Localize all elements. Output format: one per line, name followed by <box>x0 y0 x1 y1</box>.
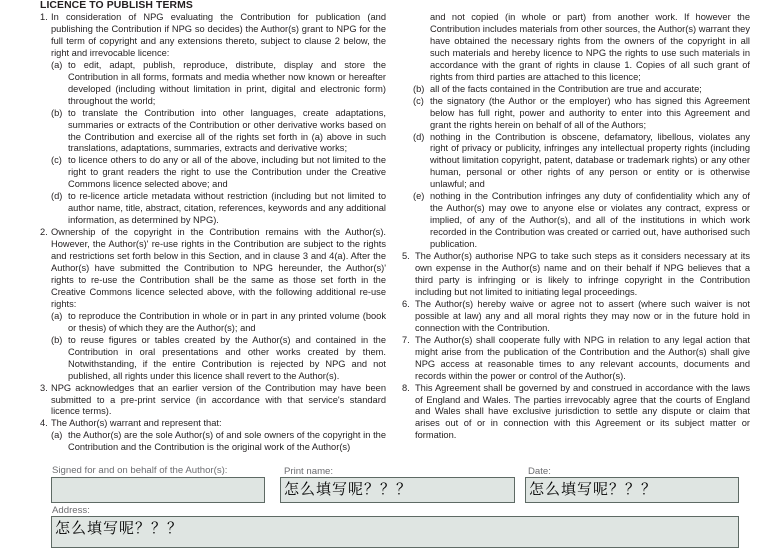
clause-number: (c) <box>51 155 62 166</box>
clause-4d <box>413 132 750 192</box>
clause-text: Ownership of the copyright in the Contribution remains with the Author(s). However, the Author(s)' re-use rights in the Contribution are subject to the rights and restrictions set forth below in this Section, and in clause 3 and 4(a). After the Author(s) have submitted the Contribution to NPG hereunder, the Author(s)' rights to re-use the Contribution shall be the same as those set forth in the Creative Commons licence selected above, with the following additional re-use rights: <box>51 227 386 309</box>
clause-number: (a) <box>51 430 63 441</box>
clause-number: (b) <box>51 107 63 118</box>
clause-text: In consideration of NPG evaluating the Contribution for publication (and publishing the Contribution if NPG so decides) the Author(s) grant to NPG for the full term of copyright and any extensions thereto, subject to clause 2 below, the right and irrevocable licence: <box>51 12 386 58</box>
clause-number: 1. <box>40 12 48 22</box>
clause-number: 8. <box>402 382 410 393</box>
clause-number: (e) <box>413 191 425 202</box>
date-label: Date: <box>528 466 551 477</box>
print-name-field[interactable]: 怎么填写呢？？？ <box>280 477 515 503</box>
clause-text: and not copied (in whole or part) from another work. If however the Contribution includes materials from other sources, the Author(s) warrant they have obtained the necessary rights from the owners of the copyright in all such materials and hereby licence to NPG the rights to use such materials in accordance with the grant of rights in clause 1. Copies of all such grant of rights from third parties are attached to this licence; <box>430 12 750 82</box>
clause-number: (b) <box>51 334 63 345</box>
clause-5 <box>402 251 750 299</box>
signed-label: Signed for and on behalf of the Author(s): <box>52 465 228 476</box>
clause-text: The Author(s) authorise NPG to take such steps as it considers necessary at its own expense in the Author(s) name and on their behalf if NPG believes that a third party is infringing or is likely to infringe copyright in the Contribution including but not limited to initiating legal proceedings. <box>415 251 750 297</box>
clause-text: This Agreement shall be governed by and construed in accordance with the laws of England and Wales. The parties irrevocably agree that the courts of England and Wales shall have exclusive jurisdiction to settle any dispute or claim that arises out of or in connection with this Agreement or its subject matter or formation. <box>415 382 750 441</box>
clause-number: (a) <box>51 59 63 70</box>
clause-1a <box>51 60 386 108</box>
clause-number: 3. <box>40 382 48 393</box>
clause-number: 4. <box>40 418 48 429</box>
clause-1 <box>40 12 386 60</box>
clause-text: the Author(s) are the sole Author(s) of and sole owners of the copyright in the Contribution and the Contribution is the original work of the Author(s) <box>68 430 386 453</box>
signed-field[interactable] <box>51 477 265 503</box>
clause-4e <box>413 191 750 251</box>
clause-number: (c) <box>413 95 424 106</box>
terms-right-column <box>402 12 750 442</box>
clause-4 <box>40 418 386 430</box>
clause-7 <box>402 335 750 383</box>
clause-text: to translate the Contribution into other languages, create adaptations, summaries or extracts of the Contribution or other derivative works based on the Contribution and exercise all of the rights set forth in (a) above in such translations, adaptations, summaries, extracts and derivative works; <box>68 107 386 154</box>
clause-4a <box>51 430 386 454</box>
clause-text: nothing in the Contribution is obscene, defamatory, libellous, violates any right of privacy or publicity, infringes any intellectual property rights (including without limitation copyright, patent, database or trademark rights) or any other human, personal or other rights of any person or entity or is otherwise unlawful; and <box>430 131 750 190</box>
terms-left-column <box>40 12 386 454</box>
date-field[interactable]: 怎么填写呢？？？ <box>525 477 739 503</box>
clause-text: NPG acknowledges that an earlier version of the Contribution may have been submitted to a pre-print service (in accordance with that service's standard licence terms). <box>51 382 386 417</box>
clause-4a-continued <box>430 12 750 84</box>
clause-number: (a) <box>51 310 63 321</box>
clause-1c <box>51 155 386 191</box>
clause-text: the signatory (the Author or the employer) who has signed this Agreement below has full right, power and authority to enter into this Agreement and grant the rights herein on behalf of all of the Authors; <box>430 95 750 130</box>
clause-number: (b) <box>413 83 425 94</box>
clause-number: 2. <box>40 227 48 238</box>
address-label: Address: <box>52 505 90 516</box>
clause-number: (d) <box>413 131 425 142</box>
clause-text: all of the facts contained in the Contribution are true and accurate; <box>430 83 702 94</box>
clause-text: The Author(s) shall cooperate fully with NPG in relation to any legal action that might arise from the publication of the Contribution and the Author(s) shall give NPG access at reasonable times to any relevant accounts, documents and records within the power or control of the Author(s). <box>415 334 750 381</box>
clause-text: The Author(s) warrant and represent that: <box>51 418 222 429</box>
clause-1d <box>51 191 386 227</box>
clause-number: 7. <box>402 334 410 345</box>
clause-2b <box>51 335 386 383</box>
clause-text: to edit, adapt, publish, reproduce, distribute, display and store the Contribution in all forms, formats and media whether now known or hereafter developed (including without limitation in print, digital and electronic form) throughout the world; <box>68 59 386 106</box>
clause-number: 6. <box>402 298 410 309</box>
print-name-label: Print name: <box>284 466 334 477</box>
clause-text: to reproduce the Contribution in whole or in part in any printed volume (book or thesis) of which they are the Author(s); and <box>68 310 386 333</box>
clause-text: to re-licence article metadata without restriction (including but not limited to author name, title, abstract, citation, references, keywords and any additional information, as determined by NPG). <box>68 191 386 226</box>
clause-3 <box>40 383 386 419</box>
clause-2a <box>51 311 386 335</box>
clause-text: The Author(s) hereby waive or agree not to assert (where such waiver is not possible at law) any and all moral rights they may now or in the future hold in connection with the Contribution. <box>415 298 750 333</box>
clause-text: to licence others to do any or all of the above, including but not limited to the right to grant readers the right to use the Contribution under the Creative Commons licence selected above; and <box>68 155 386 190</box>
clause-1b <box>51 108 386 156</box>
address-field[interactable]: 怎么填写呢？？？ <box>51 516 739 548</box>
clause-8 <box>402 383 750 443</box>
clause-text: to reuse figures or tables created by the Author(s) and contained in the Contribution in oral presentations and other works created by them. Notwithstanding, if the entire Contribution is rejected by NPG and not published, all rights under this licence shall revert to the Author(s). <box>68 334 386 381</box>
document-title: LICENCE TO PUBLISH TERMS <box>40 0 193 11</box>
clause-4b <box>413 84 750 96</box>
clause-2 <box>40 227 386 311</box>
clause-6 <box>402 299 750 335</box>
clause-number: 5. <box>402 251 410 262</box>
clause-text: nothing in the Contribution infringes any duty of confidentiality which any of the Author(s) may owe to anyone else or violates any contract, express or implied, of any of the Author(s), and all of the institutions in which work recorded in the Contribution was created or carried out, have authorised such publication. <box>430 191 750 250</box>
clause-number: (d) <box>51 191 63 202</box>
clause-4c <box>413 96 750 132</box>
